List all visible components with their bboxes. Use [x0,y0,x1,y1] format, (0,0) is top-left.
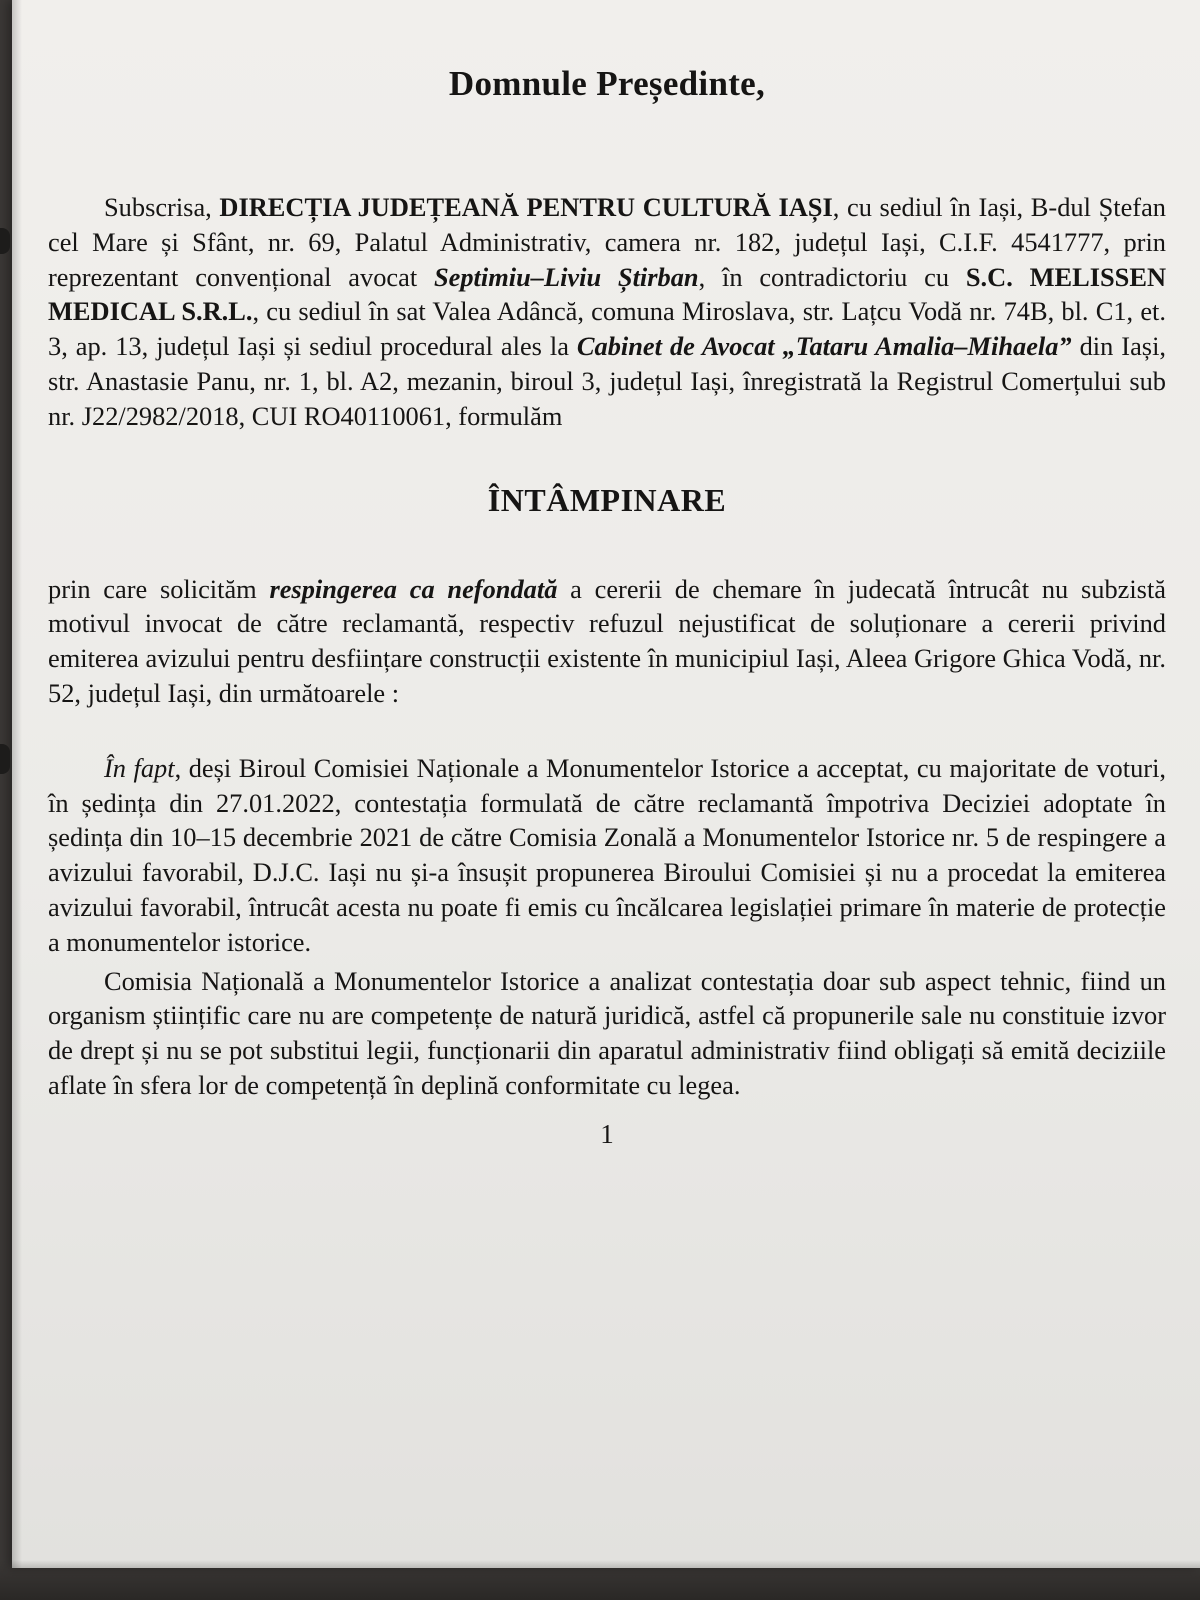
binder-clip-mark [0,228,10,254]
salutation: Domnule Președinte, [448,64,766,103]
request-emphasis: respingerea ca nefondată [269,573,558,604]
facts-paragraph [48,751,1166,960]
intro-text: , cu sediul în Iași, B-dul Ștefan cel Mare și Sfânt, nr. 69, Palatul Administrativ, camera nr. 182, județul Iași, C.I.F. 4541777, prin reprezentant convențional avocat [48,192,1166,292]
intro-text: Subscrisa, [104,192,220,222]
intro-text: , în contradictoriu cu [698,261,966,292]
facts-lead: În fapt [104,752,175,783]
law-office-name: Cabinet de Avocat „Tataru Amalia–Mihaela” [576,331,1072,362]
intro-text: , cu sediul în sat Valea Adâncă, comuna Miroslava, str. Lațcu Vodă nr. 74B, bl. C1, et. 3, ap. 13, județul Iași și sediul procedural ales la [48,296,1166,362]
lawyer-name: Septimiu–Liviu Știrban [433,261,699,292]
intro-text: din Iași, str. Anastasie Panu, nr. 1, bl. A2, mezanin, biroul 3, județul Iași, înregistrată la Registrul Comerțului sub nr. J22/2982/2018, CUI RO40110061, formulăm [48,331,1167,431]
intro-paragraph [48,190,1166,434]
bottom-shadow [0,1560,1200,1600]
request-text: a cererii de chemare în judecată întrucât nu subzistă motivul invocat de către reclamantă, respectiv refuzul nejustificat de soluționare a cererii privind emiterea avizului pentru desființare construcții existente în municipiul Iași, Aleea Grigore Ghica Vodă, nr. 52, județul Iași, din următoarele [48,573,1166,708]
page-number: 1 [600,1118,614,1149]
request-text: : [391,677,400,708]
spacer [48,711,1166,751]
opponent-name: S.C. MELISSEN MEDICAL S.R.L. [48,261,1167,327]
page-edge-shadow [12,0,22,1568]
facts-text: , deși Biroul Comisiei Naționale a Monumentelor Istorice a acceptat, cu majoritate de voturi, în ședința din 27.01.2022, contestația formulată de către reclamantă împotriva Deciziei adoptate în ședința din 10–15 decembrie 2021 de către Comisia Zonală a Monumentelor Istorice nr. 5 de respingere a avizului favorabil, D.J.C. Iași nu și-a însușit propunerea Biroului Comisiei și nu a procedat la emiterea avizului favorabil, întrucât acesta nu poate fi emis cu încălcarea legislației primare în materie de protecție a monumentelor istorice. [48,752,1166,957]
commission-text: Comisia Națională a Monumentelor Istorice a analizat contestația doar sub aspect tehnic, fiind un organism științific care nu are competențe de natură juridică, astfel că propunerile sale nu constituie izvor de drept și nu se pot substitui legii, funcționarii din aparatul administrativ fiind obligați să emită deciziile aflate în sfera lor de competență în deplină conformitate cu legea. [48,965,1166,1100]
binder-clip-mark [0,744,10,774]
document-title: ÎNTÂMPINARE [487,481,727,518]
institution-name: DIRECȚIA JUDEȚEANĂ PENTRU CULTURĂ IAȘI [219,192,833,222]
request-text: prin care solicităm [48,573,270,604]
document-body [48,62,1166,1152]
request-paragraph [48,572,1166,711]
commission-paragraph [48,964,1166,1103]
document-page [12,0,1200,1568]
